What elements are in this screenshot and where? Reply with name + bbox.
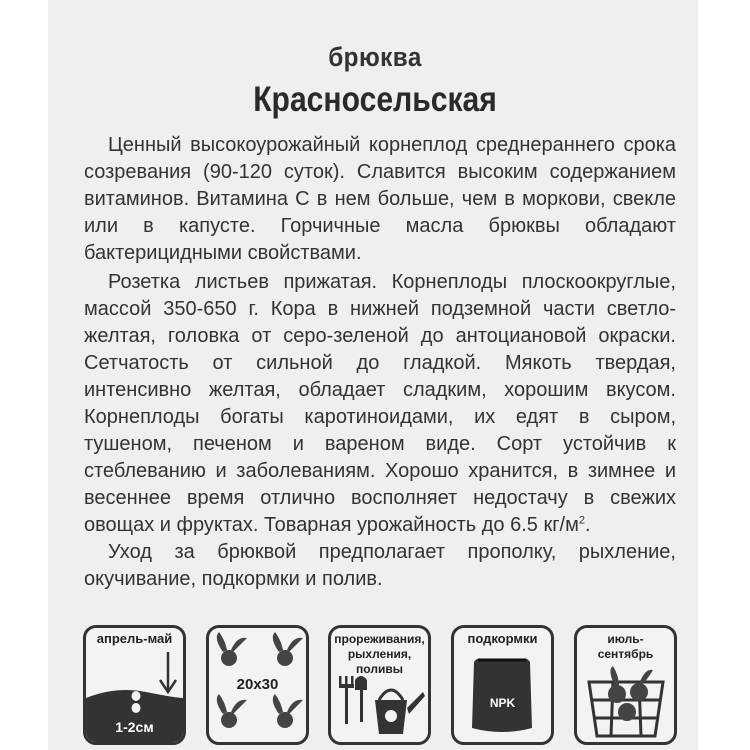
sowing-time-label: апрель-май <box>96 631 173 646</box>
care-operations-icon-box <box>328 625 431 745</box>
square-meter-superscript: 2 <box>578 514 585 527</box>
garden-tools-icon <box>331 628 428 742</box>
description-paragraph-1: Ценный высокоурожайный корнеплод среднераннего срока созревания (90-120 суток). Славится высоким содержанием витаминов. Витамина С в нем больше, чем в моркови, свекле или в капусте. Горчичные масла брюквы обладают бактерицидными свойствами. <box>84 134 676 264</box>
crop-name: брюква <box>328 42 422 72</box>
care-icons-row <box>83 625 679 750</box>
fertilizing-label: подкормки <box>467 631 538 646</box>
description-block-1 <box>84 132 676 267</box>
description-paragraph-2-end: . <box>584 514 591 536</box>
sowing-depth-label: 1-2см <box>115 719 154 735</box>
sowing-time-icon-box <box>83 625 186 745</box>
description-block-3 <box>84 539 676 593</box>
description-paragraph-2-text: Розетка листьев прижатая. Корнеплоды плоскоокруглые, массой 350-650 г. Кора в нижней подземной части светло-желтая, головка от серо-зеленой до антоциановой окраски. Сетчатость от сильной до гладкой. Мякоть твердая, интенсивно желтая, обладает сладким, хорошим вкусом. Корнеплоды богаты каротиноидами, их едят в сыром, тушеном, печеном и вареном виде. Сорт устойчив к стеблеванию и заболеваниям. Хорошо хранится, в зимнее и весеннее время отлично восполняет недостачу в свежих овощах и фруктах. Товарная урожайность до 6.5 кг/м <box>84 271 676 536</box>
description-block-2 <box>84 269 676 539</box>
fertilizing-icon-box <box>451 625 554 745</box>
variety-title: Красносельская <box>253 80 497 119</box>
description-paragraph-2 <box>84 269 676 539</box>
fertilizer-bag-icon <box>454 628 551 742</box>
harvest-time-icon-box <box>574 625 677 745</box>
harvest-crate-icon <box>577 628 674 742</box>
description-paragraph-3: Уход за брюквой предполагает прополку, рыхление, окучивание, подкормки и полив. <box>84 541 676 590</box>
fertilizer-bag-text: NPK <box>489 696 516 710</box>
planting-scheme-label: 20x30 <box>236 676 279 693</box>
care-operations-label: прореживания, рыхления, поливы <box>334 632 425 676</box>
planting-scheme-icon-box <box>206 625 309 745</box>
harvest-time-label: июль-сентябрь <box>597 632 654 661</box>
